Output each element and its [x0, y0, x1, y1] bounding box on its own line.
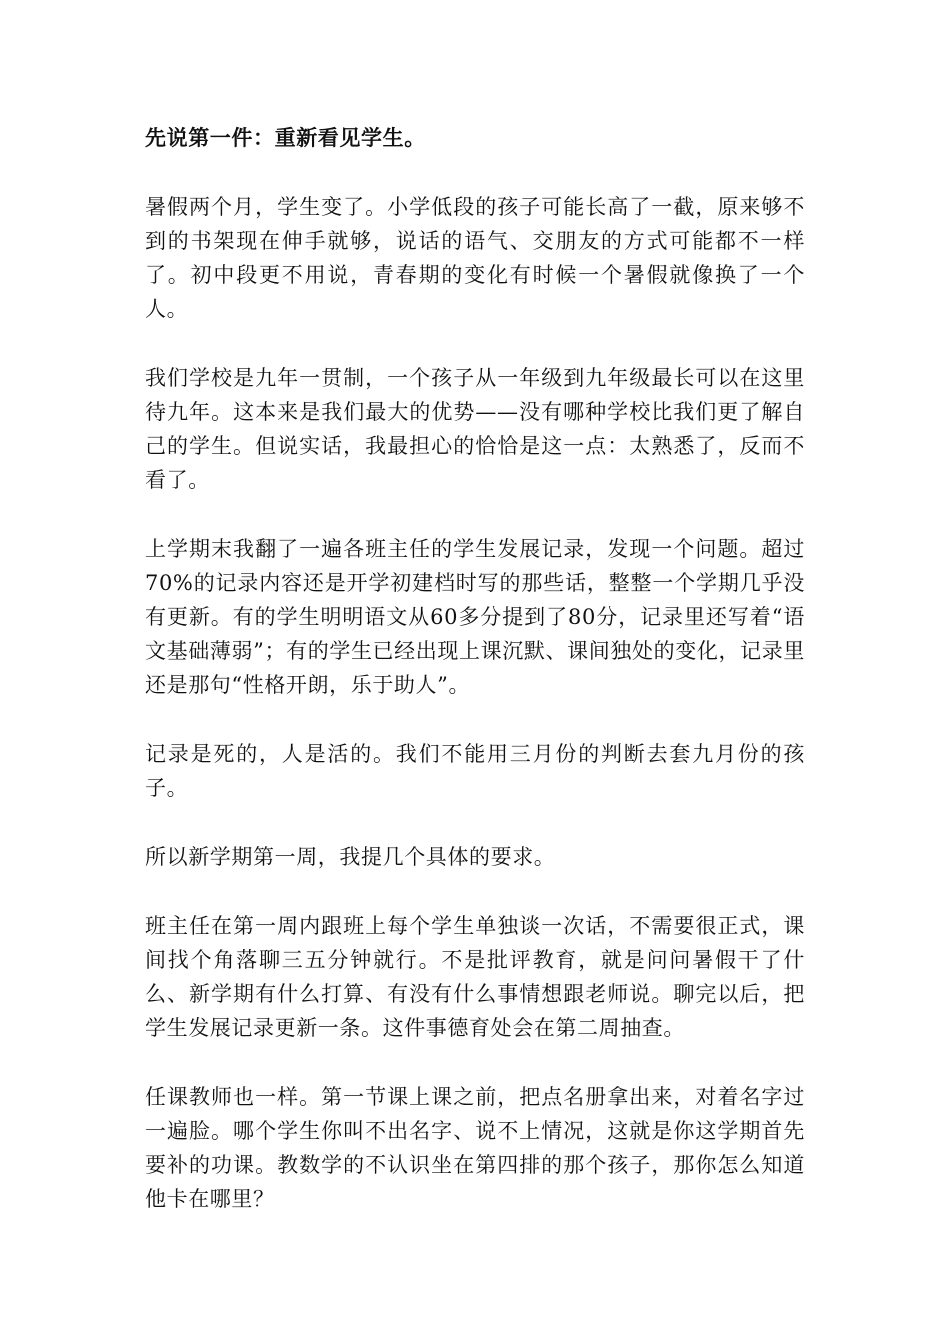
paragraph-6: 班主任在第一周内跟班上每个学生单独谈一次话，不需要很正式，课间找个角落聊三五分钟就行。不是批评教育，就是问问暑假干了什么、新学期有什么打算、有没有什么事情想跟老师说。聊完以后，把学生发展记录更新一条。这件事德育处会在第二周抽查。 — [145, 914, 805, 1040]
paragraph-4: 记录是死的，人是活的。我们不能用三月份的判断去套九月份的孩子。 — [145, 742, 805, 800]
section-heading: 先说第一件：重新看见学生。 — [145, 125, 426, 150]
paragraph-1: 暑假两个月，学生变了。小学低段的孩子可能长高了一截，原来够不到的书架现在伸手就够，说话的语气、交朋友的方式可能都不一样了。初中段更不用说，青春期的变化有时候一个暑假就像换了一个人。 — [145, 195, 805, 321]
paragraph-3: 上学期末我翻了一遍各班主任的学生发展记录，发现一个问题。超过70%的记录内容还是开学初建档时写的那些话，整整一个学期几乎没有更新。有的学生明明语文从60多分提到了80分，记录里还写着“语文基础薄弱”；有的学生已经出现上课沉默、课间独处的变化，记录里还是那句“性格开朗，乐于助人”。 — [145, 537, 805, 697]
paragraph-2: 我们学校是九年一贯制，一个孩子从一年级到九年级最长可以在这里待九年。这本来是我们最大的优势——没有哪种学校比我们更了解自己的学生。但说实话，我最担心的恰恰是这一点：太熟悉了，反而不看了。 — [145, 366, 805, 492]
paragraph-5: 所以新学期第一周，我提几个具体的要求。 — [145, 845, 556, 869]
document-body — [145, 121, 805, 1216]
paragraph-7: 任课教师也一样。第一节课上课之前，把点名册拿出来，对着名字过一遍脸。哪个学生你叫不出名字、说不上情况，这就是你这学期首先要补的功课。教数学的不认识坐在第四排的那个孩子，那你怎么知道他卡在哪里？ — [145, 1085, 805, 1211]
